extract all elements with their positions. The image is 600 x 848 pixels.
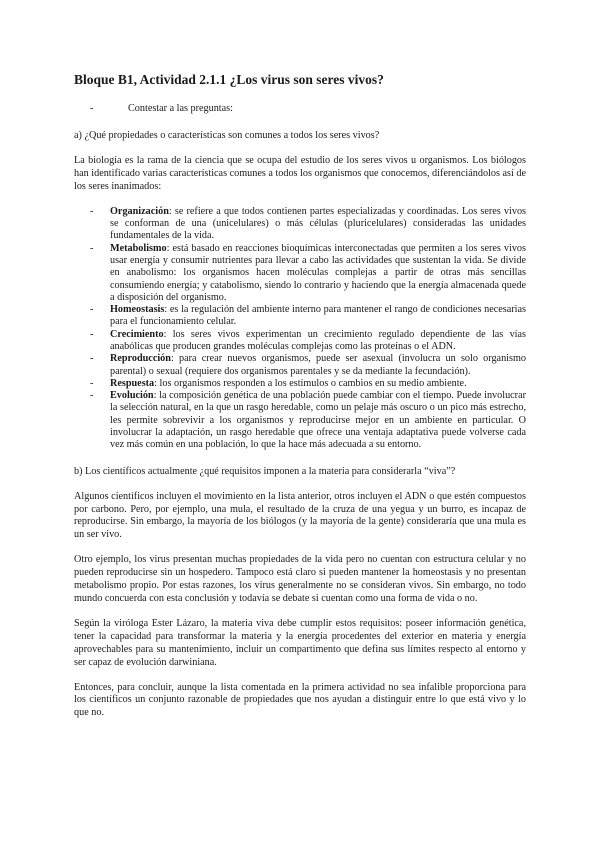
property-text: : está basado en reacciones bioquímicas interconectadas que permiten a los seres vivos usar energía y consumir nutrientes para llevar a cabo las actividades que sustentan la vida. Se divide en anabolismo: los organismos hacen moléculas complejas a partir de otras más sencillas consumiendo energía; y catabolismo, siendo lo contrario y haciendo que la energía almacenada quede a disposición del organismo. — [110, 242, 526, 303]
instruction-text: Contestar a las preguntas: — [128, 103, 233, 114]
instruction-bullet: - — [90, 103, 94, 114]
property-term: Reproducción — [110, 353, 171, 365]
list-bullet: - — [90, 353, 94, 365]
intro-paragraph: La biología es la rama de la ciencia que se ocupa del estudio de los seres vivos u organismos. Los biólogos han identificado varias características comunes a todos los organismos que conocemos, diferenciándolos así de los seres inanimados: — [74, 155, 526, 192]
property-term: Metabolismo — [110, 242, 167, 254]
answer-paragraph-3: Según la viróloga Ester Lázaro, la materia viva debe cumplir estos requisitos: poseer información genética, tener la capacidad para transformar la materia y la energía procedentes del exterior en materia y energía aprovechables para su mantenimiento, incluir un compartimento que defina sus límites respecto al entorno y ser capaz de evolución darwiniana. — [74, 617, 526, 668]
property-text: : es la regulación del ambiente interno para mantener el rango de condiciones necesarias para el funcionamiento celular. — [110, 304, 526, 328]
list-bullet: - — [90, 328, 94, 340]
properties-list — [74, 206, 526, 452]
list-item — [74, 378, 526, 390]
question-a: a) ¿Qué propiedades o características son comunes a todos los seres vivos? — [74, 130, 380, 141]
question-b: b) Los científicos actualmente ¿qué requisitos imponen a la materia para considerarla “viva”? — [74, 465, 456, 477]
property-text: : los seres vivos experimentan un crecimiento regulado dependiente de las vías anabólicas que producen grandes moléculas complejas como las proteínas o el ADN. — [110, 328, 526, 352]
property-text: : la composición genética de una población puede cambiar con el tiempo. Puede involucrar la selección natural, en la que un rasgo heredable, como un pelaje más oscuro o un pico más estrecho, les permite sobrevivir a los organismos y reproducirse mejor en un ambiente en particular. O involucrar la adaptación, un rasgo heredable que ofrece una ventaja adaptativa puede volverse cada vez más común en una población, lo que la hace más adecuada a su entorno. — [110, 390, 526, 451]
property-term: Evolución — [110, 390, 154, 402]
list-bullet: - — [90, 390, 94, 402]
list-bullet: - — [90, 377, 94, 389]
list-bullet: - — [90, 205, 94, 217]
list-item — [74, 304, 526, 329]
list-item — [74, 206, 526, 243]
property-term: Crecimiento — [110, 328, 164, 340]
list-bullet: - — [90, 304, 94, 316]
list-bullet: - — [90, 242, 94, 254]
list-item — [74, 390, 526, 451]
property-term: Respuesta — [110, 377, 155, 389]
property-text: : para crear nuevos organismos, puede ser asexual (involucra un solo organismo parental) o sexual (requiere dos organismos parentales y se da mediante la fecundación). — [110, 353, 526, 377]
property-term: Homeostasis — [110, 304, 165, 316]
answer-paragraph-1: Algunos científicos incluyen el movimiento en la lista anterior, otros incluyen el ADN o que estén compuestos por carbono. Pero, por ejemplo, una mula, el resultado de la cruza de una yegua y un burro, es incapaz de reproducirse. Sin embargo, la mayoría de los biólogos (y la mayoría de la gente) consideraría que una mula es un ser vivo. — [74, 490, 526, 541]
property-term: Organización — [110, 205, 169, 217]
property-text: : se refiere a que todos contienen partes especializadas y coordinadas. Los seres vivos se conforman de una (unicelulares) o más células (pluricelulares) consideradas las unidades fundamentales de la vida. — [110, 205, 526, 242]
list-item — [74, 243, 526, 304]
page-title: Bloque B1, Actividad 2.1.1 ¿Los virus son seres vivos? — [74, 72, 384, 87]
document-page — [74, 72, 526, 732]
answer-paragraph-2: Otro ejemplo, los virus presentan muchas propiedades de la vida pero no cuentan con estructura celular y no pueden reproducirse sin un hospedero. Tampoco está claro si pueden mantener la homeostasis y no presentan metabolismo propio. Por estas razones, los virus generalmente no se consideran vivos. Sin embargo, no todo mundo concuerda con esta conclusión y todavía se debate si cuentan como una forma de vida o no. — [74, 554, 526, 604]
list-item — [74, 353, 526, 378]
property-text: : los organismos responden a los estímulos o cambios en su medio ambiente. — [154, 377, 467, 389]
answer-paragraph-4: Entonces, para concluir, aunque la lista comentada en la primera actividad no sea infalible proporciona para los científicos un conjunto razonable de propiedades que nos ayudan a distinguir entre lo que está vivo y lo que no. — [74, 681, 526, 719]
list-item — [74, 329, 526, 354]
instruction-line — [74, 102, 526, 115]
